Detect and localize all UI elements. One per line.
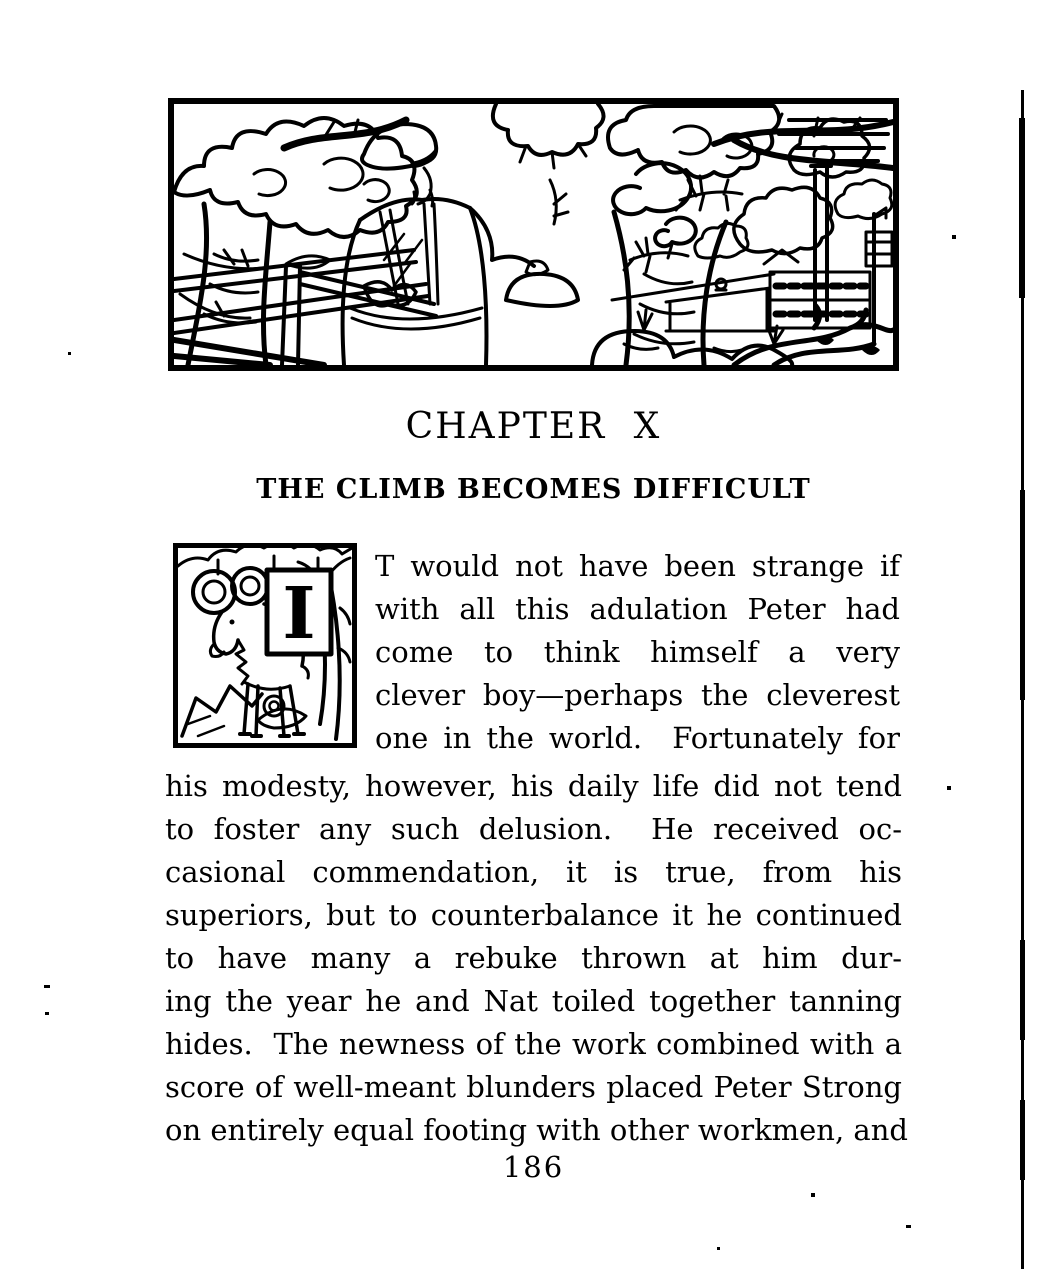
- scan-artifact-speck: [45, 1012, 49, 1015]
- header-illustration: [168, 98, 899, 371]
- header-illustration-art: [174, 104, 893, 365]
- man-figure: [343, 124, 548, 365]
- drop-cap-letter: I: [282, 571, 316, 655]
- body-line: casional commendation, it is true, from his: [165, 855, 902, 889]
- dropcap-rocks: [182, 686, 262, 736]
- body-line: his modesty, however, his daily life did not tend: [165, 769, 902, 803]
- scan-artifact-speck: [952, 235, 956, 239]
- body-line: superiors, but to counterbalance it he continued: [165, 898, 902, 932]
- chapter-heading: CHAPTER X: [405, 406, 662, 447]
- body-line: with all this adulation Peter had: [375, 592, 900, 626]
- page-number: 186: [502, 1150, 565, 1184]
- scan-artifact-vertical-line: [1020, 490, 1025, 700]
- scan-artifact-speck: [811, 1193, 815, 1197]
- body-line: to foster any such delusion. He received oc-: [165, 812, 902, 846]
- drop-cap-illustration: [173, 543, 357, 748]
- body-line: clever boy—perhaps the cleverest: [375, 678, 900, 712]
- body-line: come to think himself a very: [375, 635, 900, 669]
- chapter-title: THE CLIMB BECOMES DIFFICULT: [256, 474, 811, 505]
- body-line: hides. The newness of the work combined with a: [165, 1027, 902, 1061]
- body-line: score of well-meant blunders placed Peter Strong: [165, 1070, 902, 1104]
- scan-artifact-vertical-line: [1020, 940, 1025, 1040]
- wrapped-lines: [375, 543, 900, 760]
- body-line: T would not have been strange if: [375, 549, 900, 583]
- scan-artifact-speck: [68, 352, 71, 355]
- scan-artifact-speck: [906, 1225, 911, 1228]
- scan-artifact-speck: [947, 786, 951, 790]
- body-line: one in the world. Fortunately for: [375, 721, 900, 755]
- scan-artifact-speck: [44, 985, 50, 988]
- drop-cap-art: [178, 548, 352, 743]
- paragraph-top: [173, 543, 900, 760]
- top-foliage: [493, 104, 604, 168]
- paragraph-body: [165, 765, 908, 1152]
- body-line: on entirely equal footing with other workmen, and: [165, 1113, 908, 1147]
- body-line: ing the year he and Nat toiled together tanning: [165, 984, 902, 1018]
- factory: [666, 166, 870, 331]
- scan-artifact-vertical-line: [1019, 118, 1025, 298]
- scan-artifact-vertical-line: [1020, 1100, 1025, 1180]
- rocks: [506, 274, 792, 365]
- body-line: to have many a rebuke thrown at him dur-: [165, 941, 902, 975]
- rail-fence: [174, 250, 436, 365]
- scan-artifact-speck: [717, 1247, 720, 1250]
